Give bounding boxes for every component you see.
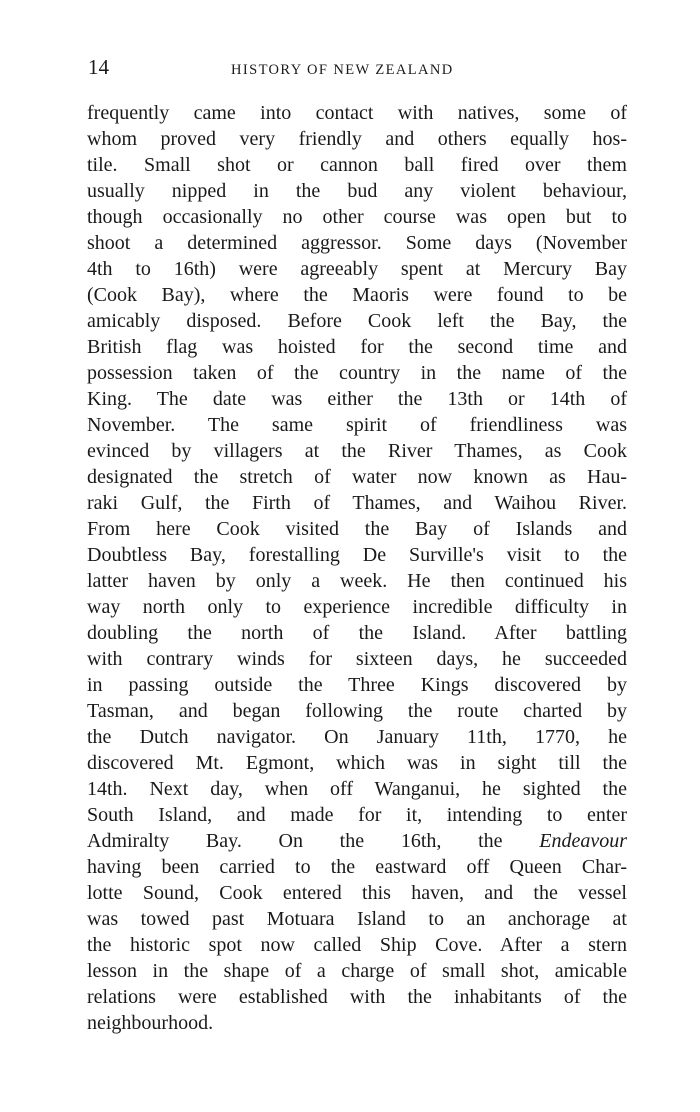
- text-line: neighbourhood.: [87, 1012, 214, 1034]
- text-line: with contrary winds for sixteen days, he succeeded: [87, 648, 627, 670]
- ship-name: Endeavour: [539, 830, 627, 852]
- text-line: lotte Sound, Cook entered this haven, and the vessel: [87, 882, 627, 904]
- text-line: frequently came into contact with natives, some of: [87, 102, 627, 124]
- text-line: King. The date was either the 13th or 14th of: [87, 388, 627, 410]
- text-line: shoot a determined aggressor. Some days (November: [87, 232, 627, 254]
- text-line: 14th. Next day, when off Wanganui, he sighted the: [87, 778, 627, 800]
- body-paragraph: [87, 100, 627, 1036]
- text-line: South Island, and made for it, intending to enter: [87, 804, 627, 826]
- text-line: Doubtless Bay, forestalling De Surville's visit to the: [87, 544, 627, 566]
- text-line: possession taken of the country in the name of the: [87, 362, 627, 384]
- text-line: 4th to 16th) were agreeably spent at Mercury Bay: [87, 258, 627, 280]
- text-line: the historic spot now called Ship Cove. After a stern: [87, 934, 627, 956]
- text-line: British flag was hoisted for the second time and: [87, 336, 627, 358]
- text-line: the Dutch navigator. On January 11th, 1770, he: [87, 726, 627, 748]
- text-line: whom proved very friendly and others equally hos-: [87, 128, 627, 150]
- text-line: in passing outside the Three Kings discovered by: [87, 674, 627, 696]
- text-line: Tasman, and began following the route charted by: [87, 700, 627, 722]
- text-line: [87, 828, 627, 854]
- text-line: From here Cook visited the Bay of Islands and: [87, 518, 627, 540]
- text-line: (Cook Bay), where the Maoris were found to be: [87, 284, 627, 306]
- text-line: November. The same spirit of friendliness was: [87, 414, 627, 436]
- text-line-segment: Admiralty Bay. On the 16th, the: [87, 830, 540, 852]
- running-title: HISTORY OF NEW ZEALAND: [231, 62, 454, 78]
- text-line: way north only to experience incredible difficulty in: [87, 596, 627, 618]
- text-line: amicably disposed. Before Cook left the Bay, the: [87, 310, 627, 332]
- text-line: tile. Small shot or cannon ball fired over them: [87, 154, 627, 176]
- text-line: discovered Mt. Egmont, which was in sight till the: [87, 752, 627, 774]
- text-line: evinced by villagers at the River Thames, as Cook: [87, 440, 627, 462]
- text-line: usually nipped in the bud any violent behaviour,: [87, 180, 627, 202]
- text-line: designated the stretch of water now known as Hau-: [87, 466, 627, 488]
- text-line: relations were established with the inhabitants of the: [87, 986, 627, 1008]
- text-line: raki Gulf, the Firth of Thames, and Waihou River.: [87, 492, 627, 514]
- text-line: lesson in the shape of a charge of small shot, amicable: [87, 960, 627, 982]
- text-line: though occasionally no other course was open but to: [87, 206, 627, 228]
- text-line: was towed past Motuara Island to an anchorage at: [87, 908, 627, 930]
- text-line: having been carried to the eastward off Queen Char-: [87, 856, 627, 878]
- text-line: doubling the north of the Island. After battling: [87, 622, 627, 644]
- page-number: 14: [88, 55, 109, 79]
- text-line: latter haven by only a week. He then continued his: [87, 570, 627, 592]
